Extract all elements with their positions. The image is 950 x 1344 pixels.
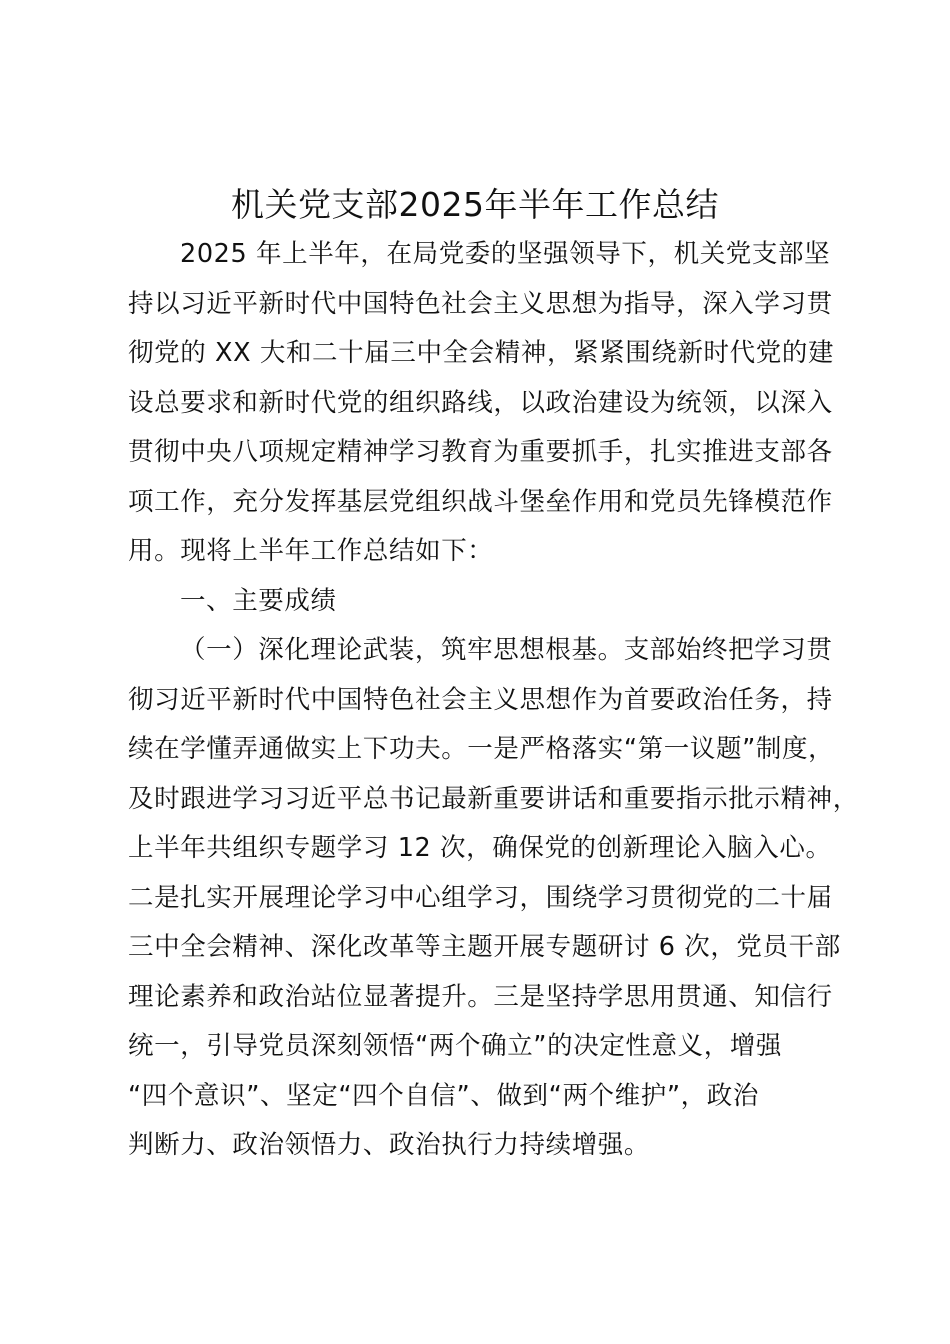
- text-line: 续在学懂弄通做实上下功夫。一是严格落实“第一议题”制度，: [128, 734, 835, 764]
- text-line: 项工作，充分发挥基层党组织战斗堡垒作用和党员先锋模范作: [128, 486, 833, 517]
- text-line: 彻党的 XX 大和二十届三中全会精神，紧紧围绕新时代党的建: [128, 338, 835, 368]
- text-line: 二是扎实开展理论学习中心组学习，围绕学习贯彻党的二十届: [128, 882, 833, 913]
- text-line: 及时跟进学习习近平总书记最新重要讲话和重要指示批示精神，: [128, 783, 859, 814]
- document-body: [128, 230, 859, 1171]
- subsection-paragraph: [128, 626, 859, 1171]
- text-line: 理论素养和政治站位显著提升。三是坚持学思用贯通、知信行: [128, 981, 833, 1012]
- text-line: 设总要求和新时代党的组织路线，以政治建设为统领，以深入: [128, 387, 833, 418]
- text-line: 用。现将上半年工作总结如下：: [128, 536, 494, 566]
- intro-paragraph: [128, 230, 850, 577]
- text-line: 统一，引导党员深刻领悟“两个确立”的决定性意义，增强: [128, 1031, 783, 1061]
- section-heading-text: 一、主要成绩: [180, 585, 337, 616]
- text-line: 彻习近平新时代中国特色社会主义思想作为首要政治任务，持: [128, 684, 833, 715]
- section-heading: [128, 577, 850, 627]
- text-line: 持以习近平新时代中国特色社会主义思想为指导，深入学习贯: [128, 288, 833, 319]
- text-line: 贯彻中央八项规定精神学习教育为重要抓手，扎实推进支部各: [128, 437, 833, 467]
- text-line: “四个意识”、坚定“四个自信”、做到“两个维护”，政治: [128, 1080, 759, 1111]
- text-line: （一）深化理论武装，筑牢思想根基。支部始终把学习贯: [180, 635, 833, 665]
- text-line: 2025 年上半年，在局党委的坚强领导下，机关党支部坚: [180, 239, 831, 269]
- text-line: 上半年共组织专题学习 12 次，确保党的创新理论入脑入心。: [128, 833, 832, 863]
- document-title: 机关党支部2025年半年工作总结: [231, 185, 719, 224]
- text-line: 三中全会精神、深化改革等主题开展专题研讨 6 次，党员干部: [128, 932, 841, 962]
- text-line: 判断力、政治领悟力、政治执行力持续增强。: [128, 1130, 651, 1160]
